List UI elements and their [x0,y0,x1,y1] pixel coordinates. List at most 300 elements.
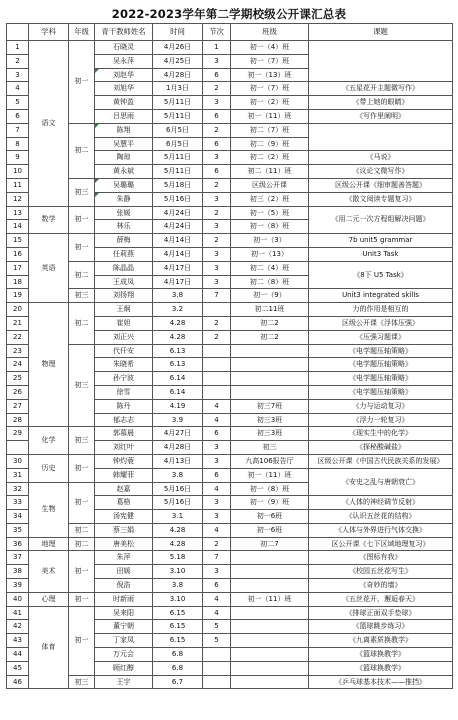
row-index-cell: 19 [7,289,29,303]
class-cell [231,620,309,634]
teacher-cell: 王宇 [95,675,153,689]
teacher-cell: 倪浩 [95,579,153,593]
topic-cell: Unit3 integrated skills [309,289,453,303]
period-cell: 2 [203,123,231,137]
row-index-cell: 33 [7,496,29,510]
grade-cell: 初三 [69,178,95,206]
period-cell: 5 [203,620,231,634]
table-row [7,178,453,192]
header-cell-teacher: 青干教师姓名 [95,24,153,41]
topic-cell: 《人体与外界进行气体交换》 [309,523,453,537]
class-cell [231,634,309,648]
teacher-cell: 陈晶晶 [95,261,153,275]
period-cell: 4 [203,413,231,427]
table-row [7,592,453,606]
row-index-cell: 8 [7,137,29,151]
period-cell: 3 [203,192,231,206]
teacher-cell: 时新雨 [95,592,153,606]
class-cell: 初一（11）班 [231,592,309,606]
row-index-cell: 36 [7,537,29,551]
subject-cell: 英语 [29,234,69,303]
row-index-cell: 28 [7,413,29,427]
class-cell [231,579,309,593]
time-cell: 4.28 [153,537,203,551]
row-index-cell: 29 [7,427,29,441]
teacher-cell: 葛格 [95,496,153,510]
period-cell [203,385,231,399]
class-cell: 初三3班 [231,427,309,441]
grade-cell: 初一 [69,454,95,482]
teacher-cell: 田媛 [95,565,153,579]
teacher-cell: 蔡三娟 [95,523,153,537]
topic-cell: 《现实生中的化学》 [309,427,453,441]
period-cell [203,372,231,386]
topic-cell: 《排球正面双手垫球》 [309,606,453,620]
class-cell: 初二2 [231,316,309,330]
topic-cell: 《马说》 [309,151,453,165]
teacher-cell: 万元会 [95,648,153,662]
time-cell: 5月16日 [153,192,203,206]
period-cell: 3 [203,454,231,468]
period-cell: 2 [203,316,231,330]
row-index-cell: 26 [7,385,29,399]
topic-cell: 《乒乓球基本技术——推挡》 [309,675,453,689]
topic-cell: 7b unit5 grammar [309,234,453,248]
time-cell: 4.28 [153,523,203,537]
table-row [7,454,453,468]
time-cell: 4月25日 [153,54,203,68]
topic-cell: 《图标有我》 [309,551,453,565]
topic-cell: 区级公开课《细审题善答题》 [309,178,453,192]
period-cell: 6 [203,165,231,179]
header-cell-period: 节次 [203,24,231,41]
grade-cell: 初二 [69,303,95,344]
grade-cell: 初二 [69,261,95,289]
row-index-cell: 34 [7,510,29,524]
class-cell: 初一（9） [231,289,309,303]
class-cell: 初三3班 [231,413,309,427]
class-cell: 初一6班 [231,510,309,524]
period-cell: 3 [203,565,231,579]
class-cell: 初二（2）班 [231,151,309,165]
class-cell: 区级公开课 [231,178,309,192]
period-cell: 6 [203,427,231,441]
time-cell: 3.2 [153,303,203,317]
time-cell: 6.14 [153,385,203,399]
teacher-cell: 刘赵华 [95,68,153,82]
teacher-cell: 黄永斌 [95,165,153,179]
period-cell: 1 [203,41,231,55]
row-index-cell: 5 [7,96,29,110]
grade-cell: 初三 [69,344,95,427]
subject-cell: 美术 [29,551,69,592]
topic-cell: 《五星花开主题微写作》 [309,82,453,96]
teacher-cell: 陶琼 [95,151,153,165]
topic-cell [309,123,453,151]
class-cell: 初二（9）班 [231,137,309,151]
row-index-cell: 41 [7,606,29,620]
time-cell: 3.1 [153,510,203,524]
teacher-cell: 朱静 [95,192,153,206]
teacher-cell: 徐雪 [95,385,153,399]
time-cell: 4月27日 [153,427,203,441]
row-index-cell: 10 [7,165,29,179]
time-cell: 4月24日 [153,220,203,234]
time-cell: 6.15 [153,606,203,620]
class-cell [231,344,309,358]
teacher-cell: 董宁朝 [95,620,153,634]
topic-cell: 《写作里阐明》 [309,109,453,123]
topic-cell: Unit3 Task [309,247,453,261]
table-row [7,523,453,537]
time-cell: 6.8 [153,661,203,675]
row-index-cell: 1 [7,41,29,55]
row-index-cell: 42 [7,620,29,634]
table-row [7,289,453,303]
time-cell: 4.28 [153,330,203,344]
time-cell: 5月11日 [153,96,203,110]
grade-cell: 初二 [69,537,95,551]
period-cell: 4 [203,592,231,606]
time-cell: 6.13 [153,344,203,358]
class-cell: 初二（7）班 [231,123,309,137]
row-index-cell: 20 [7,303,29,317]
subject-cell: 地理 [29,537,69,551]
teacher-cell: 任莉燕 [95,247,153,261]
topic-cell: 《校园五丝花写生》 [309,565,453,579]
topic-cell: 《五丝花开，邂逅春天》 [309,592,453,606]
row-index-cell: 27 [7,399,29,413]
period-cell: 7 [203,551,231,565]
table-row [7,206,453,220]
period-cell: 3 [203,96,231,110]
teacher-cell: 郭慕晨 [95,427,153,441]
topic-cell: 《篮球换教学》 [309,661,453,675]
header-cell-index [7,24,29,41]
subject-cell: 数学 [29,206,69,234]
row-index-cell: 44 [7,648,29,662]
class-cell [231,606,309,620]
grade-cell: 初二 [69,123,95,178]
time-cell: 6.15 [153,620,203,634]
teacher-cell: 薛梅 [95,234,153,248]
class-cell: 初二11班 [231,303,309,317]
row-index-cell: 9 [7,151,29,165]
grade-cell: 初三 [69,675,95,689]
class-cell: 初三 [231,441,309,455]
class-cell [231,661,309,675]
time-cell: 3.8 [153,289,203,303]
period-cell: 2 [203,178,231,192]
class-cell: 初一（2）班 [231,96,309,110]
topic-cell: 《探秘酸碱盐》 [309,441,453,455]
row-index-cell: 11 [7,178,29,192]
class-cell: 初二7 [231,537,309,551]
period-cell: 2 [203,82,231,96]
table-row [7,261,453,275]
row-index-cell: 43 [7,634,29,648]
time-cell: 4月14日 [153,247,203,261]
class-cell: 初一（11）班 [231,468,309,482]
period-cell: 3 [203,510,231,524]
class-cell: 九高106报告厅 [231,454,309,468]
teacher-cell: 林乐 [95,220,153,234]
time-cell: 3.10 [153,565,203,579]
topic-cell: 《人体的神经调节反射》 [309,496,453,510]
class-cell [231,551,309,565]
time-cell: 5月11日 [153,109,203,123]
time-cell: 4月24日 [153,206,203,220]
table-row [7,551,453,565]
period-cell: 6 [203,468,231,482]
period-cell: 4 [203,482,231,496]
teacher-cell: 黄钟盈 [95,96,153,110]
time-cell: 4月13日 [153,454,203,468]
grade-cell: 初二 [69,523,95,537]
time-cell: 5.18 [153,551,203,565]
grade-cell: 初一 [69,606,95,675]
header-cell-grade: 年级 [69,24,95,41]
topic-cell: 《散文阅读专题复习》 [309,192,453,206]
period-cell: 3 [203,220,231,234]
row-index-cell: 35 [7,523,29,537]
row-index-cell: 31 [7,468,29,482]
time-cell: 6月5日 [153,137,203,151]
topic-cell: 《带上她的眼睛》 [309,96,453,110]
class-cell [231,372,309,386]
time-cell: 6.13 [153,358,203,372]
time-cell: 6.14 [153,372,203,386]
time-cell: 4.28 [153,316,203,330]
period-cell: 7 [203,289,231,303]
topic-cell: 《篮球换教学》 [309,648,453,662]
topic-cell: 区级公开课《中国古代民族关系的发展》 [309,454,453,468]
grade-cell: 初一 [69,206,95,234]
row-index-cell: 15 [7,234,29,248]
topic-cell: 《九离素质换教学》 [309,634,453,648]
period-cell: 3 [203,261,231,275]
time-cell: 5月11日 [153,151,203,165]
row-index-cell: 16 [7,247,29,261]
class-cell: 初二（8）班 [231,275,309,289]
class-cell: 初一（13） [231,247,309,261]
period-cell: 6 [203,109,231,123]
teacher-cell: 吴慧平 [95,137,153,151]
class-cell: 初三（2）班 [231,192,309,206]
teacher-cell: 吴来阳 [95,606,153,620]
teacher-cell: 刘红叶 [95,441,153,455]
topic-cell: 力的作用是相互的 [309,303,453,317]
teacher-cell: 吕思雨 [95,109,153,123]
class-cell: 初一（8）班 [231,482,309,496]
period-cell [203,675,231,689]
row-index-cell: 24 [7,358,29,372]
topic-cell: 《电学题压轴策略》 [309,372,453,386]
class-cell: 初一（7）班 [231,54,309,68]
table-row [7,675,453,689]
header-cell-topic: 课题 [309,24,453,41]
period-cell: 6 [203,137,231,151]
grade-cell: 初三 [69,427,95,455]
period-cell: 3 [203,54,231,68]
period-cell [203,303,231,317]
time-cell: 5月16日 [153,496,203,510]
row-index-cell: 37 [7,551,29,565]
teacher-cell: 代仟安 [95,344,153,358]
period-cell: 3 [203,441,231,455]
time-cell: 4月26日 [153,41,203,55]
row-index-cell: 7 [7,123,29,137]
teacher-cell: 丁家凤 [95,634,153,648]
row-index-cell: 18 [7,275,29,289]
period-cell: 3 [203,275,231,289]
time-cell: 4月14日 [153,234,203,248]
row-index-cell: 38 [7,565,29,579]
row-index-cell: 23 [7,344,29,358]
period-cell: 4 [203,606,231,620]
header-cell-class: 班级 [231,24,309,41]
period-cell: 2 [203,234,231,248]
row-index-cell: 14 [7,220,29,234]
row-index-cell: 13 [7,206,29,220]
subject-cell: 历史 [29,454,69,482]
subject-cell: 语文 [29,41,69,207]
period-cell: 5 [203,634,231,648]
topic-cell: 《压强习题课》 [309,330,453,344]
topic-cell: 《8下 U5 Task》 [309,261,453,289]
summary-table [6,23,453,689]
class-cell: 初二（4）班 [231,261,309,275]
row-index-cell: 6 [7,109,29,123]
table-row [7,606,453,620]
topic-cell: 区级公开课《浮体压强》 [309,316,453,330]
class-cell [231,565,309,579]
time-cell: 1月3日 [153,82,203,96]
grade-cell: 初一 [69,592,95,606]
subject-cell: 心理 [29,592,69,606]
time-cell: 3.9 [153,413,203,427]
teacher-cell: 汤宪健 [95,510,153,524]
table-row [7,537,453,551]
grade-cell: 初一 [69,551,95,592]
table-row [7,234,453,248]
class-cell [231,675,309,689]
row-index-cell: 21 [7,316,29,330]
period-cell [203,358,231,372]
teacher-cell: 朱萍 [95,551,153,565]
teacher-cell: 唐美松 [95,537,153,551]
teacher-cell: 吴璐璐 [95,178,153,192]
row-index-cell: 32 [7,482,29,496]
period-cell: 4 [203,523,231,537]
table-row [7,344,453,358]
topic-cell: 区公开课《七下区域地理复习》 [309,537,453,551]
row-index-cell: 46 [7,675,29,689]
page-title: 2022-2023学年第二学期校级公开课汇总表 [111,7,347,21]
teacher-cell: 陈翔 [95,123,153,137]
class-cell: 初一（13）班 [231,68,309,82]
teacher-cell: 张媛 [95,206,153,220]
time-cell: 4月28日 [153,441,203,455]
teacher-cell: 石晓灵 [95,41,153,55]
subject-cell: 体育 [29,606,69,689]
topic-cell: 《议论文微写作》 [309,165,453,179]
teacher-cell: 朱晓希 [95,358,153,372]
table-row [7,123,453,137]
teacher-cell: 钟灼蓑 [95,454,153,468]
teacher-cell: 孙宁波 [95,372,153,386]
table-header-row [7,24,453,41]
topic-cell: 《电学题压轴策略》 [309,358,453,372]
class-cell: 初一（9）班 [231,496,309,510]
teacher-cell: 陈丹 [95,399,153,413]
class-cell: 初一（5）班 [231,206,309,220]
time-cell: 6.8 [153,648,203,662]
subject-cell: 物理 [29,303,69,427]
grade-cell: 初一 [69,234,95,262]
grade-cell: 初一 [69,41,95,124]
teacher-cell: 崔妲 [95,316,153,330]
class-cell [231,385,309,399]
time-cell: 5月16日 [153,482,203,496]
topic-cell: 《奇妙的墙》 [309,579,453,593]
subject-cell: 生物 [29,482,69,537]
class-cell [231,648,309,662]
teacher-cell: 吴永萍 [95,54,153,68]
row-index-cell: 4 [7,82,29,96]
row-index-cell: 30 [7,454,29,468]
row-index-cell: 3 [7,68,29,82]
topic-cell: 《用二元一次方程组解决问题》 [309,206,453,234]
period-cell [203,661,231,675]
topic-cell: 《认识五丝花的结构》 [309,510,453,524]
row-index-cell: 22 [7,330,29,344]
time-cell: 3.8 [153,468,203,482]
period-cell: 2 [203,537,231,551]
period-cell [203,344,231,358]
teacher-cell: 王成凤 [95,275,153,289]
grade-cell: 初一 [69,482,95,523]
table-row [7,427,453,441]
row-index-cell: 17 [7,261,29,275]
teacher-cell: 赵嘉 [95,482,153,496]
class-cell: 初三7班 [231,399,309,413]
topic-cell: 《电学题压轴策略》 [309,344,453,358]
class-cell: 初二2 [231,330,309,344]
time-cell: 4月28日 [153,68,203,82]
teacher-cell: 刘扬翔 [95,289,153,303]
topic-cell: 《篮球跳步练习》 [309,620,453,634]
time-cell: 3.8 [153,579,203,593]
row-index-cell: 40 [7,592,29,606]
table-row [7,41,453,55]
class-cell: 初一（3） [231,234,309,248]
topic-cell [309,41,453,82]
teacher-cell: 刘旭华 [95,82,153,96]
class-cell [231,358,309,372]
row-index-cell: 12 [7,192,29,206]
class-cell: 初一6班 [231,523,309,537]
row-index-cell: 39 [7,579,29,593]
time-cell: 3.10 [153,592,203,606]
topic-cell: 《安史之乱与唐朝衰亡》 [309,468,453,496]
class-cell: 初一（7）班 [231,82,309,96]
time-cell: 4.19 [153,399,203,413]
table-row [7,303,453,317]
row-index-cell: 45 [7,661,29,675]
topic-cell: 《电学题压轴策略》 [309,385,453,399]
period-cell: 3 [203,151,231,165]
